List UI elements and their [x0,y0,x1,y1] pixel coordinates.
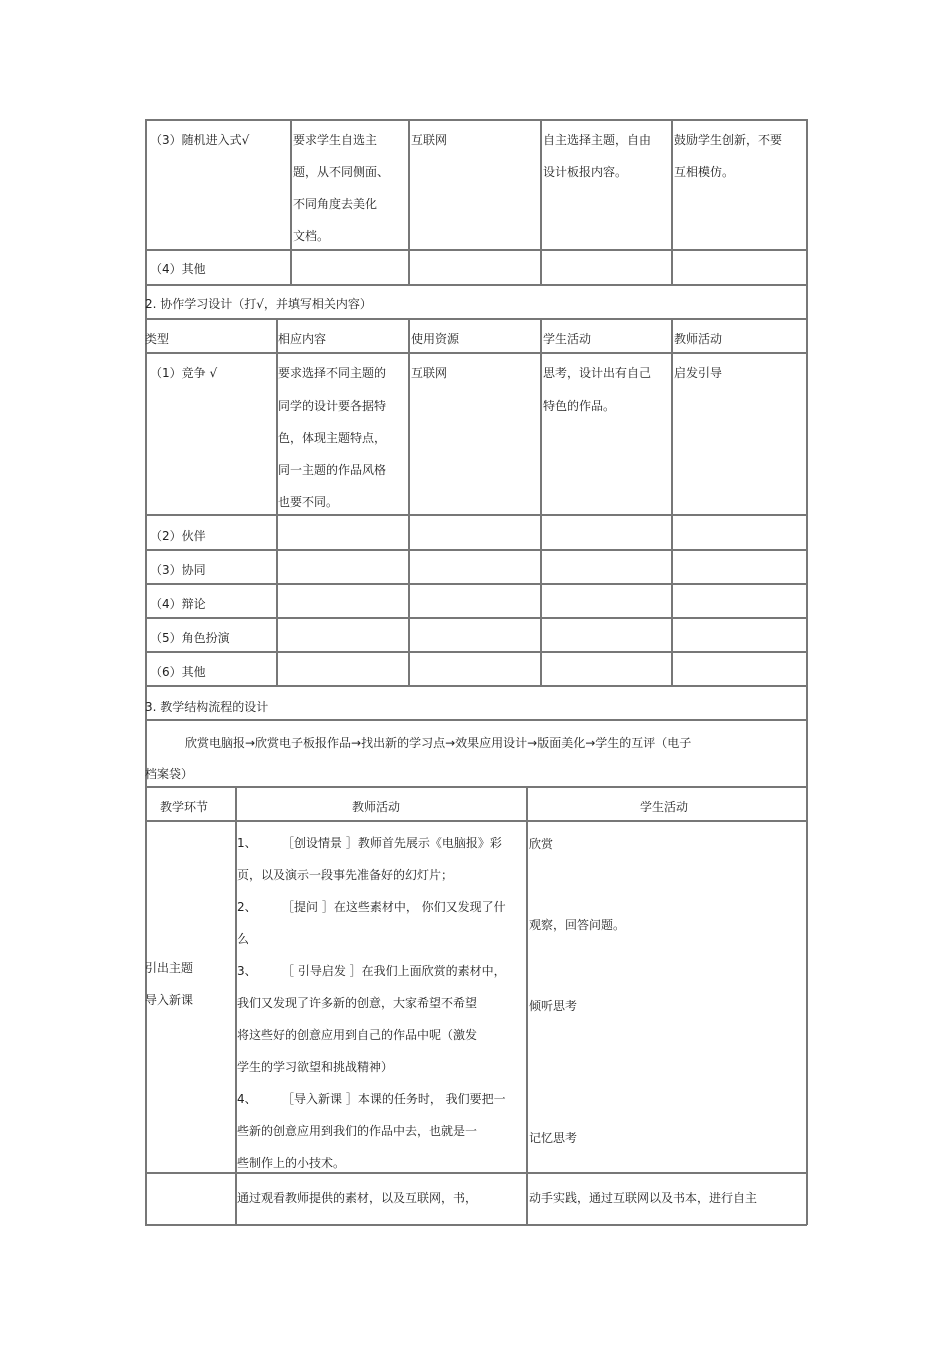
type-cell: （3）协同 [150,563,206,577]
content-line: 要求学生自选主 [293,133,378,147]
student-activity: 动手实践，通过互联网以及书本，进行自主 [529,1191,758,1205]
student-activity: 倾听思考 [529,999,578,1013]
teacher-line: 鼓励学生创新，不要 [674,133,783,147]
column-rule [526,786,528,1224]
type-cell: （4）辩论 [150,597,206,611]
type-cell: （1）竞争 √ [150,366,218,380]
teacher-line: 通过观看教师提供的素材，以及互联网，书， [237,1191,478,1205]
table-rule [145,685,807,687]
flow-text: 欣赏电脑报→欣赏电子板报作品→找出新的学习点→效果应用设计→版面美化→学生的互评（电子 [185,736,692,750]
table-rule [145,786,807,788]
column-header: 学生活动 [543,332,592,346]
stage-label: 导入新课 [145,993,194,1007]
column-rule [671,318,673,685]
teacher-line: ［创设情景 ］教师首先展示《电脑报》彩 [282,836,502,850]
teacher-line: 么 [237,932,250,946]
table-border [806,119,808,1225]
column-rule [408,119,410,284]
table-rule [145,651,807,653]
item-number: 1、 [237,836,257,850]
type-cell: （2）伙伴 [150,529,206,543]
column-header: 相应内容 [278,332,327,346]
table-rule [145,119,807,121]
student-line: 自主选择主题，自由 [543,133,652,147]
table-rule [145,352,807,354]
table-rule [145,1224,807,1226]
content-line: 色，体现主题特点， [278,431,387,445]
student-activity: 记忆思考 [529,1131,578,1145]
student-line: 设计板报内容。 [543,165,628,179]
column-rule [671,119,673,284]
teacher-line: 学生的学习欲望和挑战精神） [237,1060,394,1074]
teacher-line: ［提问 ］在这些素材中， 你们又发现了什 [282,900,506,914]
student-activity: 欣赏 [529,837,554,851]
student-line: 思考，设计出有自己 [543,366,652,380]
type-cell: （3）随机进入式√ [150,133,250,147]
column-header: 教学环节 [160,800,209,814]
table-rule [145,583,807,585]
table-rule [145,318,807,320]
stage-label: 引出主题 [145,961,194,975]
teacher-line: ［导入新课 ］本课的任务时， 我们要把一 [282,1092,506,1106]
table-rule [145,617,807,619]
resource-cell: 互联网 [411,366,448,380]
student-activity: 观察，回答问题。 [529,918,626,932]
section-heading: 3. 教学结构流程的设计 [145,700,269,714]
table-rule [145,820,807,822]
table-rule [145,249,807,251]
flow-text: 档案袋） [145,767,194,781]
column-header: 教师活动 [352,800,401,814]
content-line: 文档。 [293,229,330,243]
column-rule [540,318,542,685]
resource-cell: 互联网 [411,133,448,147]
column-rule [540,119,542,284]
table-rule [145,1172,807,1174]
section-heading: 2. 协作学习设计（打√，并填写相关内容） [145,297,372,311]
teacher-cell: 启发引导 [674,366,723,380]
item-number: 2、 [237,900,257,914]
type-cell: （6）其他 [150,665,206,679]
content-line: 也要不同。 [278,495,339,509]
type-cell: （5）角色扮演 [150,631,230,645]
content-line: 同一主题的作品风格 [278,463,387,477]
teacher-line: ［ 引导启发 ］在我们上面欣赏的素材中， [282,964,506,978]
column-rule [408,318,410,685]
column-header: 学生活动 [640,800,689,814]
column-header: 教师活动 [674,332,723,346]
teacher-line: 将这些好的创意应用到自己的作品中呢（激发 [237,1028,478,1042]
column-header: 使用资源 [411,332,460,346]
teacher-line: 些新的创意应用到我们的作品中去，也就是一 [237,1124,478,1138]
teacher-line: 互相模仿。 [674,165,735,179]
column-header: 类型 [145,332,170,346]
item-number: 3、 [237,964,257,978]
content-line: 题，从不同侧面、 [293,165,390,179]
table-border [145,119,147,1225]
student-line: 特色的作品。 [543,399,616,413]
table-rule [145,549,807,551]
table-rule [145,719,807,721]
teacher-line: 页，以及演示一段事先准备好的幻灯片； [237,868,454,882]
item-number: 4、 [237,1092,257,1106]
content-line: 不同角度去美化 [293,197,378,211]
content-line: 要求选择不同主题的 [278,366,387,380]
content-line: 同学的设计要各据特 [278,399,387,413]
teacher-line: 些制作上的小技术。 [237,1156,346,1170]
table-rule [145,514,807,516]
teacher-line: 我们又发现了许多新的创意，大家希望不希望 [237,996,478,1010]
type-cell: （4）其他 [150,262,206,276]
table-rule [145,284,807,286]
column-rule [290,119,292,284]
